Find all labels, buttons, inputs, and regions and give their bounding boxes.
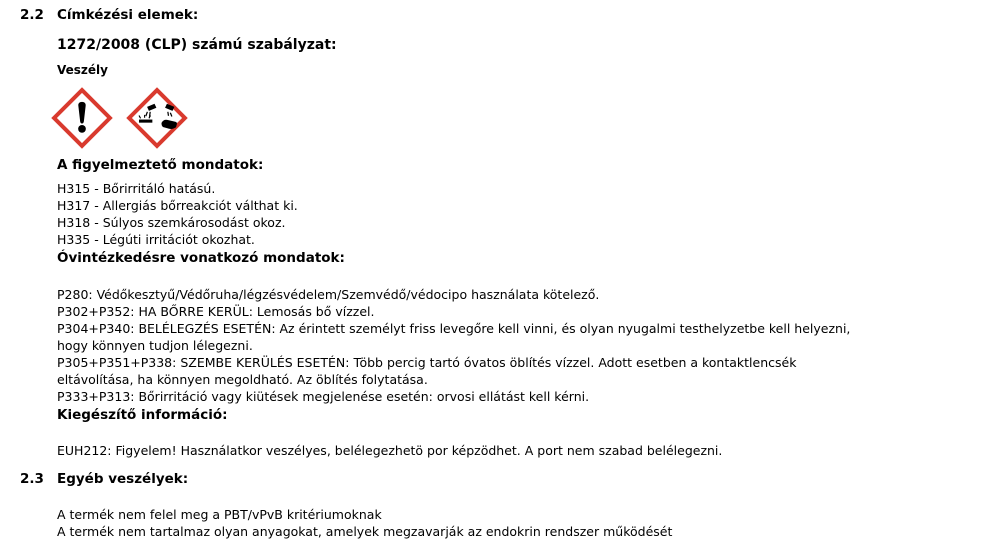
precautionary-statement-line: P304+P340: BELÉLEGZÉS ESETÉN: Az érintett személyt friss levegőre kell vinni, és olyan nyugalmi testhelyzetbe kell helyezni, [57, 321, 851, 336]
precautionary-statement-line: P280: Védőkesztyű/Védőruha/légzésvédelem/Szemvédő/védocipo használata kötelező. [57, 287, 600, 302]
hazard-statements-list [57, 180, 992, 248]
clp-regulation-heading: 1272/2008 (CLP) számú szabályzat: [57, 37, 337, 53]
other-hazard-line: A termék nem tartalmaz olyan anyagokat, amelyek megzavarják az endokrin rendszer működését [57, 524, 673, 539]
hazard-statement-line: H315 - Bőrirritáló hatású. [57, 181, 216, 196]
ghs07-exclamation-pictogram-icon [51, 87, 113, 149]
section-2-2-title: Címkézési elemek: [57, 7, 199, 23]
hazard-pictograms [51, 87, 992, 149]
precautionary-statements-heading: Óvintézkedésre vonatkozó mondatok: [57, 250, 345, 266]
hazard-statement-line: H335 - Légúti irritációt okozhat. [57, 232, 255, 247]
other-hazard-line: A termék nem felel meg a PBT/vPvB kritériumoknak [57, 507, 382, 522]
precautionary-statement-line: hogy könnyen tudjon lélegezni. [57, 338, 253, 353]
section-2-3-content [57, 506, 1000, 540]
section-2-3-number: 2.3 [20, 471, 44, 487]
pictogram-diamond-border [129, 90, 185, 146]
section-2-2-number: 2.2 [20, 7, 44, 23]
ghs05-corrosion-pictogram-icon [126, 87, 188, 149]
supplemental-info-heading: Kiegészítő információ: [57, 407, 228, 423]
section-2-3-title: Egyéb veszélyek: [57, 471, 189, 487]
signal-word: Veszély [57, 63, 108, 77]
precautionary-statement-line: eltávolítása, ha könnyen megoldható. Az öblítés folytatása. [57, 372, 428, 387]
section-2-3-header [0, 471, 1000, 487]
precautionary-statement-line: P305+P351+P338: SZEMBE KERÜLÉS ESETÉN: Több percig tartó óvatos öblítés vízzel. Adott esetben a kontaktlencsék [57, 355, 797, 370]
section-2-2-content [57, 36, 1000, 459]
precautionary-statement-line: P333+P313: Bőrirritáció vagy kiütések megjelenése esetén: orvosi ellátást kell kérni. [57, 389, 590, 404]
hazard-statement-line: H317 - Allergiás bőrreakciót válthat ki. [57, 198, 298, 213]
hazard-statements-heading: A figyelmeztető mondatok: [57, 157, 264, 173]
other-hazards-list [57, 506, 992, 540]
precautionary-statements-list [57, 286, 992, 405]
supplemental-info-text: EUH212: Figyelem! Használatkor veszélyes, belélegezhetö por képzödhet. A port nem szabad belélegezni. [57, 443, 723, 458]
section-2-2-header [0, 7, 1000, 23]
precautionary-statement-line: P302+P352: HA BŐRRE KERÜL: Lemosás bő vízzel. [57, 304, 375, 319]
hazard-statement-line: H318 - Súlyos szemkárosodást okoz. [57, 215, 286, 230]
